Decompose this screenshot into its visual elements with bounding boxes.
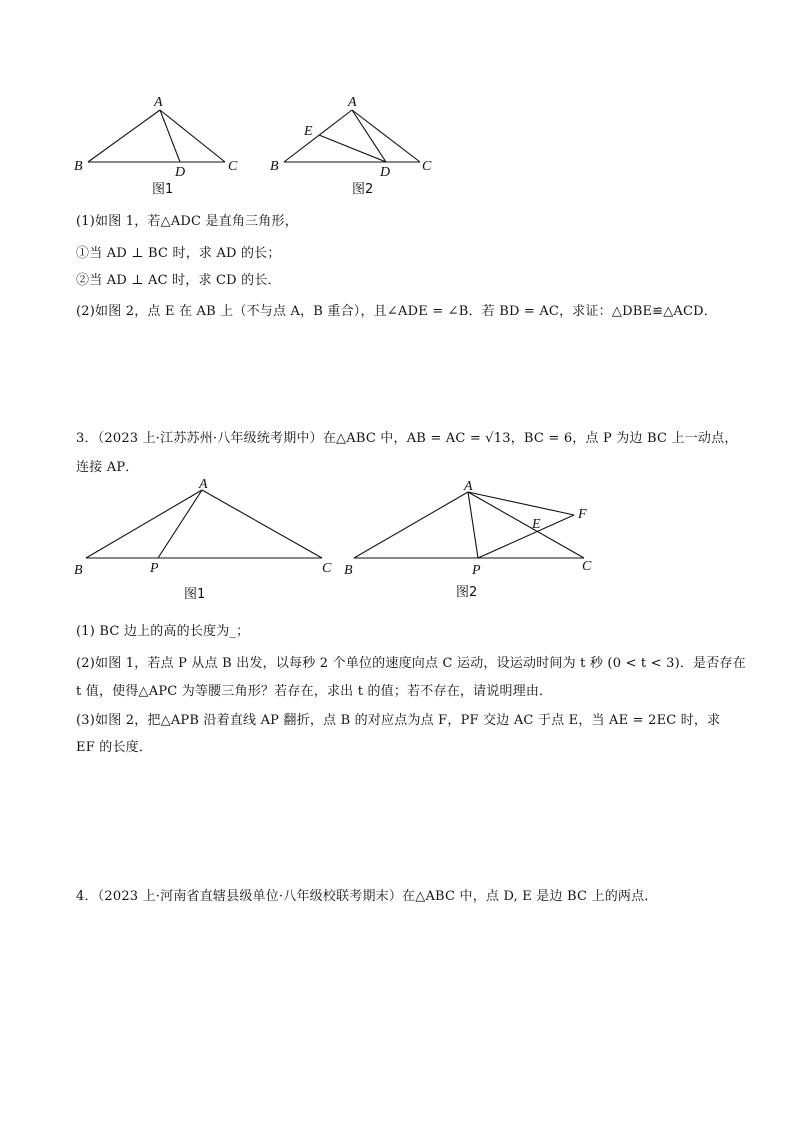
- segment-ac: [468, 492, 584, 558]
- label-d: D: [175, 165, 186, 180]
- part1-line-4: (2)如图 2，点 E 在 AB 上（不与点 A，B 重合），且∠ADE = ∠B．若 BD = AC，求证：△DBE≌△ACD．: [76, 304, 717, 319]
- figure-2-triangle-dbe: [262, 90, 452, 200]
- segment-ab: [86, 490, 202, 558]
- label-a: A: [348, 95, 357, 110]
- figure-2-folded-triangle: [338, 470, 608, 610]
- segment-ac: [352, 110, 420, 162]
- figure-caption: 图2: [456, 585, 478, 600]
- figure-1-triangle-apc: [60, 470, 350, 610]
- figure-1-triangle-adc: [60, 90, 260, 200]
- problem3-line-1: (1) BC 边上的高的长度为_；: [76, 624, 250, 639]
- label-b: B: [74, 159, 83, 174]
- part1-line-3: ②当 AD ⊥ AC 时，求 CD 的长．: [76, 273, 281, 288]
- problem3-line-3: t 值，使得△APC 为等腰三角形？若存在，求出 t 的值；若不存在，请说明理由．: [76, 684, 553, 699]
- segment-ab: [284, 110, 352, 162]
- segment-af: [468, 492, 574, 515]
- problem3-line-4: (3)如图 2，把△APB 沿着直线 AP 翻折，点 B 的对应点为点 F，PF 交边 AC 于点 E，当 AE = 2EC 时，求: [76, 713, 721, 728]
- label-e: E: [304, 124, 313, 139]
- label-b: B: [270, 159, 279, 174]
- segment-ad: [352, 110, 386, 162]
- problem3-line-2: (2)如图 1，若点 P 从点 B 出发，以每秒 2 个单位的速度向点 C 运动，设运动时间为 t 秒 (0 < t < 3)．是否存在: [76, 656, 746, 671]
- label-c: C: [582, 559, 592, 574]
- segment-ap: [158, 490, 202, 558]
- figure-caption: 图1: [184, 587, 206, 602]
- part1-line-1: (1)如图 1，若△ADC 是直角三角形，: [76, 214, 298, 229]
- segment-ab: [88, 110, 160, 162]
- label-d: D: [380, 165, 391, 180]
- segment-ed: [319, 135, 386, 162]
- label-a: A: [199, 477, 208, 492]
- label-b: B: [74, 563, 83, 578]
- label-c: C: [422, 159, 432, 174]
- label-f: F: [578, 507, 587, 522]
- label-b: B: [344, 563, 353, 578]
- segment-pf: [478, 515, 574, 558]
- problem4-header: 4．（2023 上·河南省直辖县级单位·八年级校联考期末）在△ABC 中，点 D, E 是边 BC 上的两点．: [76, 889, 658, 904]
- segment-ap: [468, 492, 478, 558]
- label-c: C: [228, 159, 238, 174]
- problem3-header-cont: 连接 AP．: [76, 460, 139, 475]
- label-c: C: [322, 561, 332, 576]
- label-e: E: [532, 517, 541, 532]
- problem3-line-5: EF 的长度．: [76, 740, 153, 755]
- figure-caption: 图2: [352, 182, 374, 197]
- label-p: P: [150, 561, 159, 576]
- problem3-header: 3．（2023 上·江苏苏州·八年级统考期中）在△ABC 中，AB = AC = √13，BC = 6，点 P 为边 BC 上一动点，: [76, 431, 738, 446]
- figure-caption: 图1: [152, 182, 174, 197]
- part1-line-2: ①当 AD ⊥ BC 时，求 AD 的长；: [76, 246, 281, 261]
- segment-ab: [354, 492, 468, 558]
- label-a: A: [464, 479, 473, 494]
- label-p: P: [472, 563, 481, 578]
- label-a: A: [154, 95, 163, 110]
- segment-ac: [202, 490, 322, 558]
